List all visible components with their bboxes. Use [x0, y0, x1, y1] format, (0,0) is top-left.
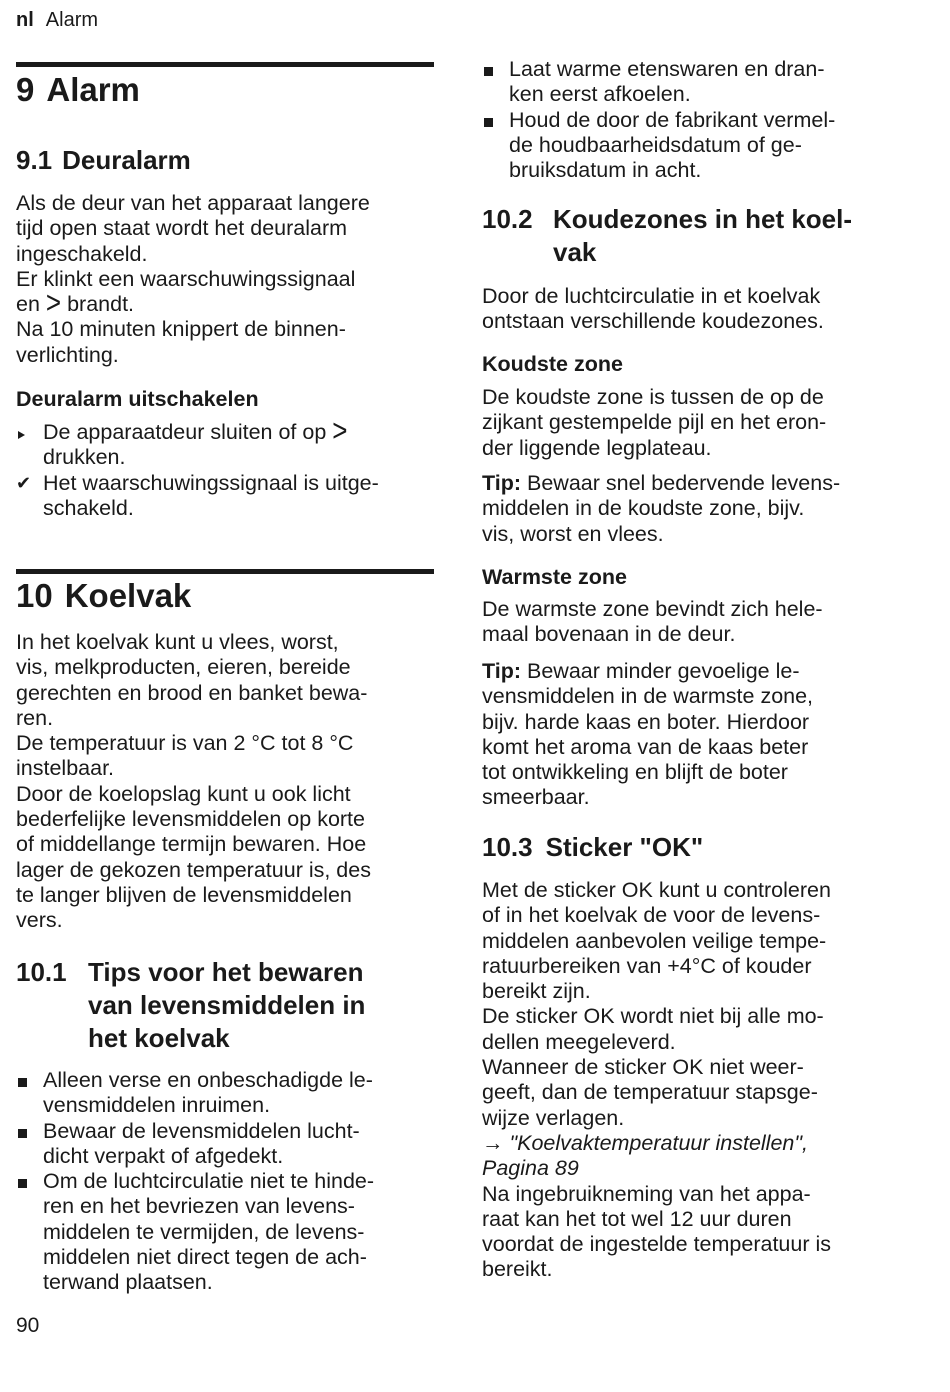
deuralarm-text	[16, 191, 434, 368]
text-line: De temperatuur is van 2 °C tot 8 °C	[16, 731, 354, 756]
text-fragment: Laat warme etenswaren en dran-	[509, 57, 825, 81]
title-line: vak	[553, 237, 597, 267]
text-fragment: middelen niet direct tegen de ach-	[43, 1245, 367, 1270]
text-fragment: De apparaatdeur sluiten of op	[43, 420, 327, 444]
text-line: Er klinkt een waarschuwingssignaal	[16, 266, 356, 291]
text-line: middelen aanbevolen veilige tempe-	[482, 928, 827, 953]
chevron-right-icon: >	[332, 412, 348, 448]
text-fragment: Bewaar snel bedervende levens-	[527, 471, 841, 495]
text-line: te langer blijven de levensmiddelen	[16, 882, 352, 907]
section-10-3-heading	[482, 831, 902, 864]
tip-label: Tip:	[482, 471, 522, 495]
text-line: tijd open staat wordt het deuralarm	[16, 216, 348, 241]
section-10-1-heading	[16, 956, 434, 1055]
tip-label: Tip:	[482, 659, 522, 683]
text-line: dellen meegeleverd.	[482, 1029, 676, 1054]
warmste-zone-tip	[482, 659, 902, 811]
instruction-step	[16, 412, 434, 471]
instruction-list	[16, 412, 434, 521]
list-item	[16, 1068, 434, 1119]
text-line: De sticker OK wordt niet bij alle mo-	[482, 1004, 824, 1029]
text-line: komt het aroma van de kaas beter	[482, 734, 809, 759]
section-number: 10	[16, 577, 53, 614]
text-fragment: Houd de door de fabrikant vermel-	[509, 107, 836, 132]
list-item	[482, 57, 902, 108]
text-line: geeft, dan de temperatuur stapsge-	[482, 1080, 818, 1105]
text-line: De warmste zone bevindt zich hele-	[482, 597, 823, 621]
text-line: raat kan het tot wel 12 uur duren	[482, 1206, 792, 1231]
square-bullet-icon	[482, 108, 504, 133]
page-number: 90	[16, 1314, 40, 1337]
section-number: 10.2	[482, 204, 533, 234]
instruction-result	[16, 471, 434, 522]
text-fragment: dicht verpakt of afgedekt.	[43, 1143, 284, 1168]
text-line: In het koelvak kunt u vlees, worst,	[16, 630, 339, 654]
text-line: vers.	[16, 908, 63, 933]
text-line: Wanneer de sticker OK niet weer-	[482, 1055, 804, 1080]
text-fragment: Om de luchtcirculatie niet te hinde-	[43, 1169, 375, 1194]
text-fragment: de houdbaarheidsdatum of ge-	[509, 132, 802, 157]
section-title: Koelvak	[64, 577, 192, 614]
text-line: bereikt.	[482, 1257, 553, 1282]
square-bullet-icon	[16, 1119, 38, 1144]
link-text[interactable]: Pagina 89	[482, 1156, 579, 1181]
text-fragment: Alleen verse en onbeschadigde le-	[43, 1068, 373, 1092]
text-line	[482, 659, 902, 684]
text-fragment: drukken.	[43, 445, 126, 470]
koudste-zone-text	[482, 385, 902, 461]
section-rule	[16, 569, 434, 574]
text-line: Als de deur van het apparaat langere	[16, 191, 370, 215]
text-fragment: Bewaar minder gevoelige le-	[527, 659, 800, 683]
text-line: maal bovenaan in de deur.	[482, 622, 736, 647]
link-text[interactable]: → "Koelvaktemperatuur instellen",	[482, 1130, 808, 1155]
text-line: of middellange termijn bewaren. Hoe	[16, 832, 367, 857]
text-fragment: middelen te vermijden, de levens-	[43, 1219, 365, 1244]
warmste-zone-heading: Warmste zone	[482, 565, 627, 589]
list-item	[482, 108, 902, 184]
language-code: nl	[16, 9, 34, 31]
text-line: of in het koelvak de voor de levens-	[482, 903, 821, 928]
text-fragment: en	[16, 292, 40, 317]
title-line: Koudezones in het koel-	[553, 204, 853, 234]
text-line: ratuurbereiken van +4°C of kouder	[482, 953, 812, 978]
section-title: Deuralarm	[62, 145, 191, 175]
text-fragment: Bewaar de levensmiddelen lucht-	[43, 1118, 360, 1143]
text-line: zijkant gestempelde pijl en het eron-	[482, 410, 827, 435]
text-line: der liggende legplateau.	[482, 435, 712, 460]
text-line: vensmiddelen in de warmste zone,	[482, 684, 814, 709]
running-header	[16, 9, 98, 32]
text-line: bereikt zijn.	[482, 979, 591, 1004]
koudste-zone-heading: Koudste zone	[482, 352, 623, 376]
text-line: verlichting.	[16, 342, 119, 367]
text-line: Door de luchtcirculatie in et koelvak	[482, 284, 821, 308]
text-line	[482, 471, 902, 496]
section-title: Sticker "OK"	[545, 832, 704, 862]
text-line: gerechten en brood en banket bewa-	[16, 680, 368, 705]
square-bullet-icon	[16, 1169, 38, 1194]
square-bullet-icon	[16, 1068, 38, 1093]
section-number: 10.1	[16, 957, 67, 987]
text-line: ingeschakeld.	[16, 241, 148, 266]
text-line: middelen in de koudste zone, bijv.	[482, 496, 805, 521]
text-line: vis, melkproducten, eieren, bereide	[16, 655, 351, 680]
list-item	[16, 1169, 434, 1295]
text-line: instelbaar.	[16, 756, 115, 781]
koudezones-intro	[482, 284, 902, 335]
section-number: 9	[16, 71, 35, 108]
koudste-zone-tip	[482, 471, 902, 547]
step-triangle-icon	[16, 420, 38, 445]
section-9-heading	[16, 70, 434, 110]
text-line	[16, 284, 434, 321]
section-title: Alarm	[46, 71, 140, 108]
text-fragment: terwand plaatsen.	[43, 1270, 213, 1295]
text-fragment: ken eerst afkoelen.	[509, 82, 691, 107]
text-line: lager de gekozen temperatuur is, des	[16, 857, 371, 882]
text-fragment: Het waarschuwingssignaal is uitge-	[43, 470, 379, 495]
section-number: 10.3	[482, 832, 533, 862]
text-line: Na ingebruikneming van het appa-	[482, 1181, 811, 1206]
text-line: voordat de ingestelde temperatuur is	[482, 1232, 831, 1257]
square-bullet-icon	[482, 57, 504, 82]
cross-reference-link[interactable]	[482, 1131, 902, 1156]
section-10-heading	[16, 576, 434, 616]
text-fragment: schakeld.	[43, 495, 134, 520]
check-icon: ✔	[16, 472, 32, 493]
tips-list	[16, 1068, 434, 1296]
title-line: het koelvak	[88, 1023, 230, 1053]
text-fragment: brandt.	[67, 292, 135, 317]
section-10-2-heading	[482, 203, 902, 269]
section-rule	[16, 62, 434, 67]
title-line: van levensmiddelen in	[88, 990, 366, 1020]
text-line: ren.	[16, 705, 54, 730]
text-fragment: vensmiddelen inruimen.	[43, 1093, 271, 1118]
text-line: Na 10 minuten knippert de binnen-	[16, 317, 346, 342]
text-line: bijv. harde kaas en boter. Hierdoor	[482, 709, 810, 734]
deuralarm-uitschakelen-heading: Deuralarm uitschakelen	[16, 387, 259, 411]
chevron-right-icon: >	[45, 284, 62, 321]
section-title	[553, 203, 852, 269]
text-line: wijze verlagen.	[482, 1105, 625, 1130]
section-number: 9.1	[16, 145, 53, 175]
text-line: tot ontwikkeling en blijft de boter	[482, 760, 788, 785]
sticker-ok-text	[482, 878, 902, 1283]
section-9-1-heading	[16, 144, 434, 177]
header-section: Alarm	[45, 9, 99, 31]
text-fragment: ren en het bevriezen van levens-	[43, 1194, 355, 1219]
text-line: smeerbaar.	[482, 785, 590, 810]
text-line: ontstaan verschillende koudezones.	[482, 309, 824, 334]
list-item	[16, 1119, 434, 1170]
text-line: De koudste zone is tussen de op de	[482, 385, 824, 409]
warmste-zone-text	[482, 597, 902, 648]
text-line: Door de koelopslag kunt u ook licht	[16, 781, 351, 806]
tips-list-continued	[482, 57, 902, 183]
text-line: vis, worst en vlees.	[482, 521, 664, 546]
section-title	[88, 956, 365, 1055]
title-line: Tips voor het bewaren	[88, 957, 364, 987]
koelvak-intro	[16, 630, 434, 934]
cross-reference-page[interactable]	[482, 1156, 902, 1181]
text-line: Met de sticker OK kunt u controleren	[482, 878, 831, 902]
text-line: bederfelijke levensmiddelen op korte	[16, 807, 365, 832]
text-fragment: bruiksdatum in acht.	[509, 158, 702, 183]
